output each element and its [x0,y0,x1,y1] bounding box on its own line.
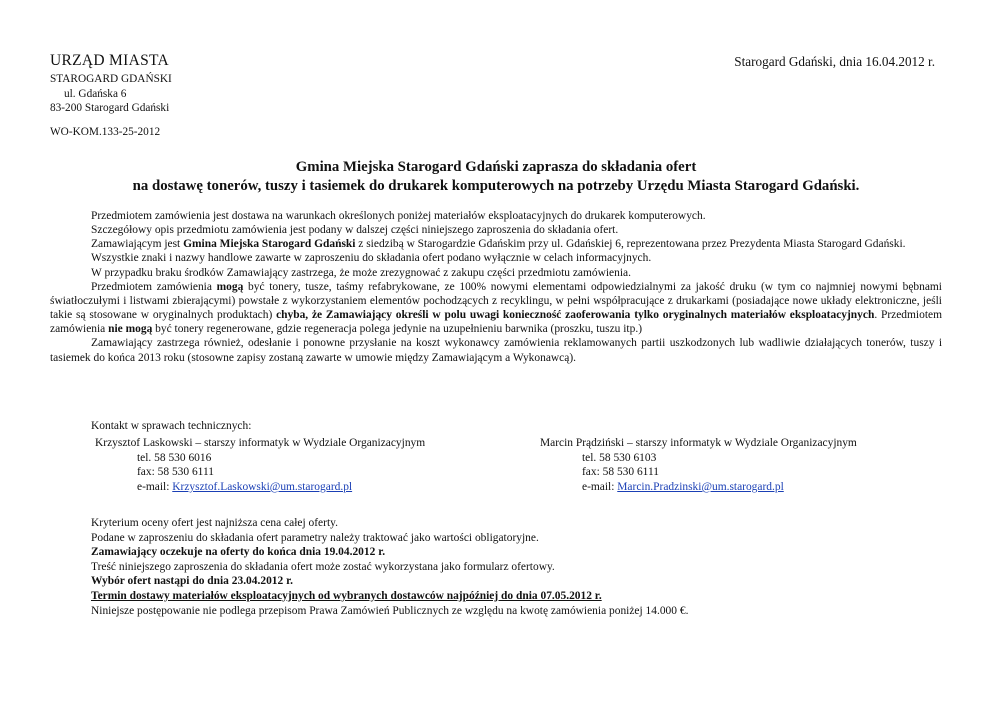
paragraph-products [50,280,942,337]
contact-email-row [540,480,857,495]
reference-number: WO-KOM.133-25-2012 [50,126,161,138]
office-street: ul. Gdańska 6 [64,87,127,100]
closing-notes [91,516,688,618]
contact-email-row [95,480,425,495]
contact-card-pradzinski [540,436,857,494]
text-bold: Zamawiający oczekuje na oferty do końca dnia 19.04.2012 r. [91,546,386,559]
text-fragment: . Przedmiotem zamówienia [50,309,942,336]
text-bold-underlined: Termin dostawy materiałów eksploatacyjnych od wybranych dostawców najpóźniej do dnia 07.05.2012 r. [91,589,602,602]
note-form: Treść niniejszego zaproszenia do składania ofert może zostać wykorzystana jako formularz ofertowy. [91,560,555,573]
note-deadline [91,545,688,560]
text-bold: Wybór ofert nastąpi do dnia 23.04.2012 r. [91,575,293,588]
place-date: Starogard Gdański, dnia 16.04.2012 r. [734,54,935,69]
note-delivery [91,589,688,604]
title-line-2: na dostawę tonerów, tuszy i tasiemek do drukarek komputerowych na potrzeby Urzędu Miasta Starogard Gdański. [132,178,860,194]
paragraph-returns: Zamawiający zastrzega również, odesłanie i ponowne przysłanie na koszt wykonawcy zamówienia reklamowanych partii uszkodzonych lub wadliwie działających tonerów, tuszy i tasiemek do końca 2013 roku (stosowne zapisy zostaną zawarte w umowie między Zamawiającym a Wykonawcą). [50,337,942,364]
office-name: URZĄD MIASTA [50,52,170,69]
email-label: e-mail: [582,480,618,493]
office-address [50,72,172,116]
email-link[interactable]: Marcin.Pradzinski@um.starogard.pl [617,480,784,493]
text-fragment: z siedzibą w Starogardzie Gdańskim przy ul. Gdańskiej 6, reprezentowana przez Prezydenta Miasta Starogard Gdański. [355,238,906,251]
text-bold: Gmina Miejska Starogard Gdański [183,238,356,251]
contact-label: Kontakt w sprawach technicznych: [91,420,252,432]
office-city: STAROGARD GDAŃSKI [50,73,172,85]
contact-fax: fax: 58 530 6111 [582,466,659,479]
note-public-procurement: Niniejsze postępowanie nie podlega przepisom Prawa Zamówień Publicznych ze względu na kwotę zamówienia poniżej 14.000 €. [91,604,689,617]
document-body [50,209,942,365]
text-bold: nie mogą [108,323,153,336]
text-fragment: być tonery regenerowane, gdzie regeneracja polega jedynie na uzupełnieniu barwnika (proszku, tuszu itp.) [152,323,642,336]
title-line-1: Gmina Miejska Starogard Gdański zaprasza do składania ofert [295,159,697,175]
note-selection [91,574,688,589]
contact-fax: fax: 58 530 6111 [137,466,214,479]
contact-phone: tel. 58 530 6103 [582,451,657,464]
text-bold: chyba, że Zamawiający określi w polu uwagi konieczność zaoferowania tylko oryginalnych materiałów eksploatacyjnych [276,309,875,322]
office-postal: 83-200 Starogard Gdański [50,102,170,115]
email-label: e-mail: [137,480,173,493]
paragraph-details: Szczegółowy opis przedmiotu zamówienia jest podany w dalszej części niniejszego zaproszenia do składania ofert. [91,224,619,237]
contact-name: Marcin Prądziński – starszy informatyk w Wydziale Organizacyjnym [540,437,857,449]
text-fragment: być tonery, tusze, taśmy refabrykowane, ze 100% nowymi elementami odpowiedzialnymi za jakość druku (w tym co najmniej nowymi bębnami światłoczułymi i listwami zbierającymi) powstałe z wykorzystaniem elementów pochodzących z recyklingu, w pełni współpracujące z drukarkami (posiadające nowe układy elektroniczne, jeśli takie są stosowane w oryginalnych produktach) [50,280,942,322]
paragraph-ordering-party [50,237,942,251]
note-parameters: Podane w zaproszeniu do składania ofert parametry należy traktować jako wartości obligatoryjne. [91,531,539,544]
text-fragment: Zamawiającym jest [91,238,184,251]
note-criterion: Kryterium oceny ofert jest najniższa cena całej oferty. [91,517,338,529]
contact-card-laskowski [95,436,425,494]
contact-phone: tel. 58 530 6016 [137,451,212,464]
paragraph-trademarks: Wszystkie znaki i nazwy handlowe zawarte w zaproszeniu do składania ofert podano wyłącznie w celach informacyjnych. [91,252,652,265]
email-link[interactable]: Krzysztof.Laskowski@um.starogard.pl [172,480,353,493]
document-title [50,158,942,196]
paragraph-subject: Przedmiotem zamówienia jest dostawa na warunkach określonych poniżej materiałów eksploatacyjnych do drukarek komputerowych. [91,210,706,222]
contact-name: Krzysztof Laskowski – starszy informatyk w Wydziale Organizacyjnym [95,437,426,449]
text-bold: mogą [216,280,244,293]
text-fragment: Przedmiotem zamówienia [91,280,217,293]
paragraph-funds: W przypadku braku środków Zamawiający zastrzega, że może zrezygnować z zakupu części przedmiotu zamówienia. [91,266,631,279]
